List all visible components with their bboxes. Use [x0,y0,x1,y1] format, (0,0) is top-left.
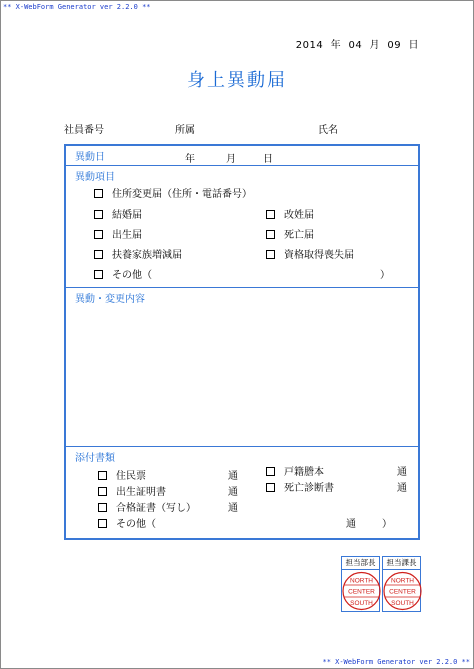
checkbox[interactable] [94,210,103,219]
attach-certificate[interactable] [98,499,196,514]
attach-label: 住民票 [116,471,146,482]
item-address-change[interactable] [94,185,252,200]
date-day: 09 [387,40,402,51]
attach-death-cert[interactable] [266,479,334,494]
item-label: 扶養家族増減届 [112,250,182,261]
stamp-label-section-manager: 担当課長 [383,557,420,570]
employee-no-label: 社員番号 [64,125,104,136]
checkbox[interactable] [266,230,275,239]
checkbox[interactable] [94,250,103,259]
attach-unit: 通 [228,487,238,498]
idou-date-label: 異動日 [75,152,105,163]
form-date [296,36,419,51]
date-month-unit: 月 [369,40,381,51]
attach-birth-cert[interactable] [98,483,166,498]
generator-label-bottom: ** X-WebForm Generator ver 2.2.0 ** [322,658,470,666]
attach-label: 合格証書（写し） [116,503,196,514]
item-dependents[interactable] [94,246,182,261]
idou-date-month: 月 [226,154,236,165]
content-section-label: 異動・変更内容 [75,294,145,305]
stamp-box-dept-manager [341,556,380,612]
item-birth[interactable] [94,226,142,241]
seal-text-bottom: SOUTH [350,600,373,607]
item-label: 改姓届 [284,210,314,221]
stamp-box-section-manager [382,556,421,612]
item-label: 出生届 [112,230,142,241]
checkbox[interactable] [98,487,107,496]
page-title: 身上異動届 [187,70,287,91]
name-label: 氏名 [318,125,338,136]
item-label: 結婚届 [112,210,142,221]
item-label: その他（ [112,270,152,281]
seal-text-bottom: SOUTH [391,600,414,607]
item-name-change[interactable] [266,206,314,221]
attach-unit: 通 [228,471,238,482]
checkbox[interactable] [98,503,107,512]
checkbox[interactable] [98,519,107,528]
checkbox[interactable] [266,250,275,259]
seal-text-top: NORTH [391,577,414,585]
section-attachments [66,447,418,538]
item-death[interactable] [266,226,314,241]
date-day-unit: 日 [408,40,419,51]
item-label: 資格取得喪失届 [284,250,354,261]
date-month: 04 [348,40,363,51]
approval-stamps [341,556,421,612]
attach-other[interactable] [98,515,156,530]
attach-label: 出生証明書 [116,487,166,498]
item-label: 死亡届 [284,230,314,241]
attach-unit: 通 [346,519,356,530]
seal-stamp-icon [383,569,422,613]
attach-resident[interactable] [98,467,146,482]
attach-other-close: ） [382,519,392,530]
checkbox[interactable] [94,230,103,239]
attach-label: 戸籍謄本 [284,467,324,478]
items-section-label: 異動項目 [75,172,115,183]
checkbox[interactable] [98,471,107,480]
checkbox[interactable] [94,270,103,279]
checkbox[interactable] [266,210,275,219]
item-label: 住所変更届（住所・電話番号） [112,189,252,200]
seal-text-top: NORTH [350,577,373,585]
item-other[interactable] [94,266,152,281]
idou-date-day: 日 [263,154,273,165]
checkbox[interactable] [266,483,275,492]
department-label: 所属 [175,125,195,136]
attach-label: その他（ [116,519,156,530]
checkbox[interactable] [94,189,103,198]
section-idou-date [66,146,418,166]
section-items [66,166,418,288]
seal-stamp-icon [342,569,381,613]
checkbox[interactable] [266,467,275,476]
attach-unit: 通 [397,467,407,478]
attach-family-register[interactable] [266,463,324,478]
attach-label: 死亡診断書 [284,483,334,494]
idou-date-year: 年 [185,154,195,165]
attach-unit: 通 [397,483,407,494]
stamp-label-dept-manager: 担当部長 [342,557,379,570]
seal-text-middle: CENTER [348,588,375,596]
seal-text-middle: CENTER [389,588,416,596]
attach-section-label: 添付書類 [75,453,115,464]
section-content [66,288,418,447]
attach-unit: 通 [228,503,238,514]
date-year: 2014 [295,40,324,51]
item-qualification[interactable] [266,246,354,261]
date-year-unit: 年 [330,40,342,51]
form-box [64,144,420,540]
generator-label-top: ** X-WebForm Generator ver 2.2.0 ** [3,3,151,11]
item-other-close: ） [380,270,390,281]
item-marriage[interactable] [94,206,142,221]
